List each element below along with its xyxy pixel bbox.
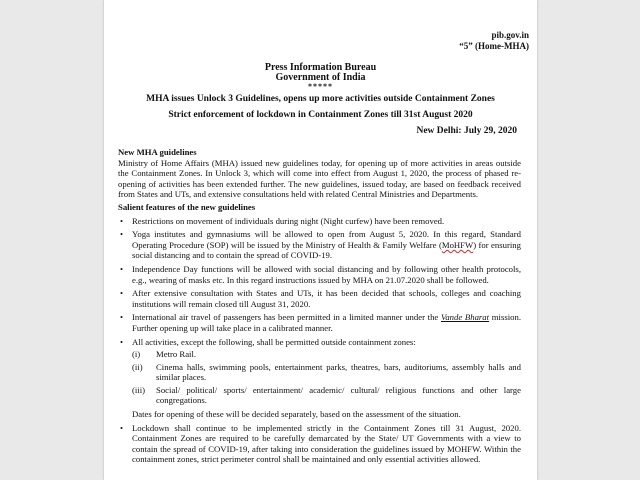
- stars-divider: *****: [308, 82, 333, 91]
- dateline: New Delhi: July 29, 2020: [416, 126, 517, 136]
- source-url: pib.gov.in: [491, 30, 529, 40]
- bullet-air-travel-pre: International air travel of passengers has been permitted in a limited manner under the: [132, 312, 441, 323]
- section-heading-salient-features: Salient features of the new guidelines: [118, 201, 256, 212]
- list-item: [118, 312, 521, 333]
- subheadline: Strict enforcement of lockdown in Containment Zones till 31st August 2020: [168, 110, 473, 120]
- exception-number: (iii): [132, 384, 146, 395]
- list-item: [118, 337, 521, 420]
- document-body: [118, 147, 521, 465]
- bullet-activities: All activities, except the following, shall be permitted outside containment zones:: [132, 336, 416, 347]
- intro-paragraph: Ministry of Home Affairs (MHA) issued new guidelines today, for opening up of more activities in areas outside the Containment Zones. In Unlock 3, which will come into effect from August 1, 2020, the process of phased re-opening of activities has been extended further. The new guidelines, issued today, are based on feedback received from States and UTs, and extensive consultations held with related Central Ministries and Departments.: [118, 157, 521, 200]
- exception-text: Cinema halls, swimming pools, entertainment parks, theatres, bars, auditoriums, assembly halls and similar places.: [156, 361, 521, 383]
- document-page: [104, 0, 537, 480]
- bullet-yoga-post: ) for ensuring social distancing and to contain the spread of COVID-19.: [132, 239, 521, 261]
- exception-text: Metro Rail.: [156, 349, 197, 360]
- bullet-air-travel-post: mission. Further opening up will take place in a calibrated manner.: [132, 312, 521, 333]
- list-item: [118, 264, 521, 285]
- bullet-yoga-abbr: MoHFW: [441, 239, 474, 250]
- feature-list: [118, 216, 521, 465]
- bullet-independence-day: Independence Day functions will be allowed with social distancing and by following other health protocols, e.g., wearing of masks etc. In this regard instructions issued by MHA on 21.07.2020 shall be followed.: [132, 263, 521, 285]
- exceptions-note: Dates for opening of these will be decided separately, based on the assessment of the situation.: [132, 409, 461, 420]
- release-code: “5” (Home-MHA): [459, 41, 529, 51]
- list-item: [132, 385, 521, 406]
- headline: MHA issues Unlock 3 Guidelines, opens up more activities outside Containment Zones: [146, 94, 495, 104]
- list-item: [118, 288, 521, 309]
- list-item: [118, 423, 521, 465]
- bullet-schools: After extensive consultation with States and UTs, it has been decided that schools, colleges and coaching institutions will remain closed till August 31, 2020.: [132, 288, 521, 309]
- exception-number: (ii): [132, 361, 143, 372]
- header-right: [459, 30, 529, 52]
- bullet-lockdown: Lockdown shall continue to be implemented strictly in the Containment Zones till 31 August, 2020. Containment Zones are required to be carefully demarcated by the State/ UT Governments with a view to contain the spread of COVID-19, after taking into consideration the guidelines issued by MOHFW. Within the containment zones, strict perimeter control shall be maintained and only essential activities allowed.: [132, 422, 521, 465]
- bullet-night-curfew: Restrictions on movement of individuals during night (Night curfew) have been removed.: [132, 215, 445, 226]
- list-item: [118, 216, 521, 227]
- list-item: [118, 229, 521, 261]
- list-item: [132, 362, 521, 383]
- exceptions-list: [132, 349, 521, 406]
- exception-number: (i): [132, 349, 141, 360]
- org-line-2: Government of India: [275, 72, 366, 83]
- exception-text: Social/ political/ sports/ entertainment/ academic/ cultural/ religious functions and other large congregations.: [156, 384, 521, 406]
- org-line-1: Press Information Bureau: [264, 62, 377, 73]
- list-item: [132, 349, 521, 360]
- bullet-air-travel-mission: Vande Bharat: [441, 312, 490, 323]
- section-heading-new-guidelines: New MHA guidelines: [118, 147, 197, 157]
- bullet-yoga-pre: Yoga institutes and gymnasiums will be allowed to open from August 5, 2020. In this regard, Standard Operating Procedure (SOP) will be issued by the Ministry of Health & Family Welfare (: [132, 229, 521, 250]
